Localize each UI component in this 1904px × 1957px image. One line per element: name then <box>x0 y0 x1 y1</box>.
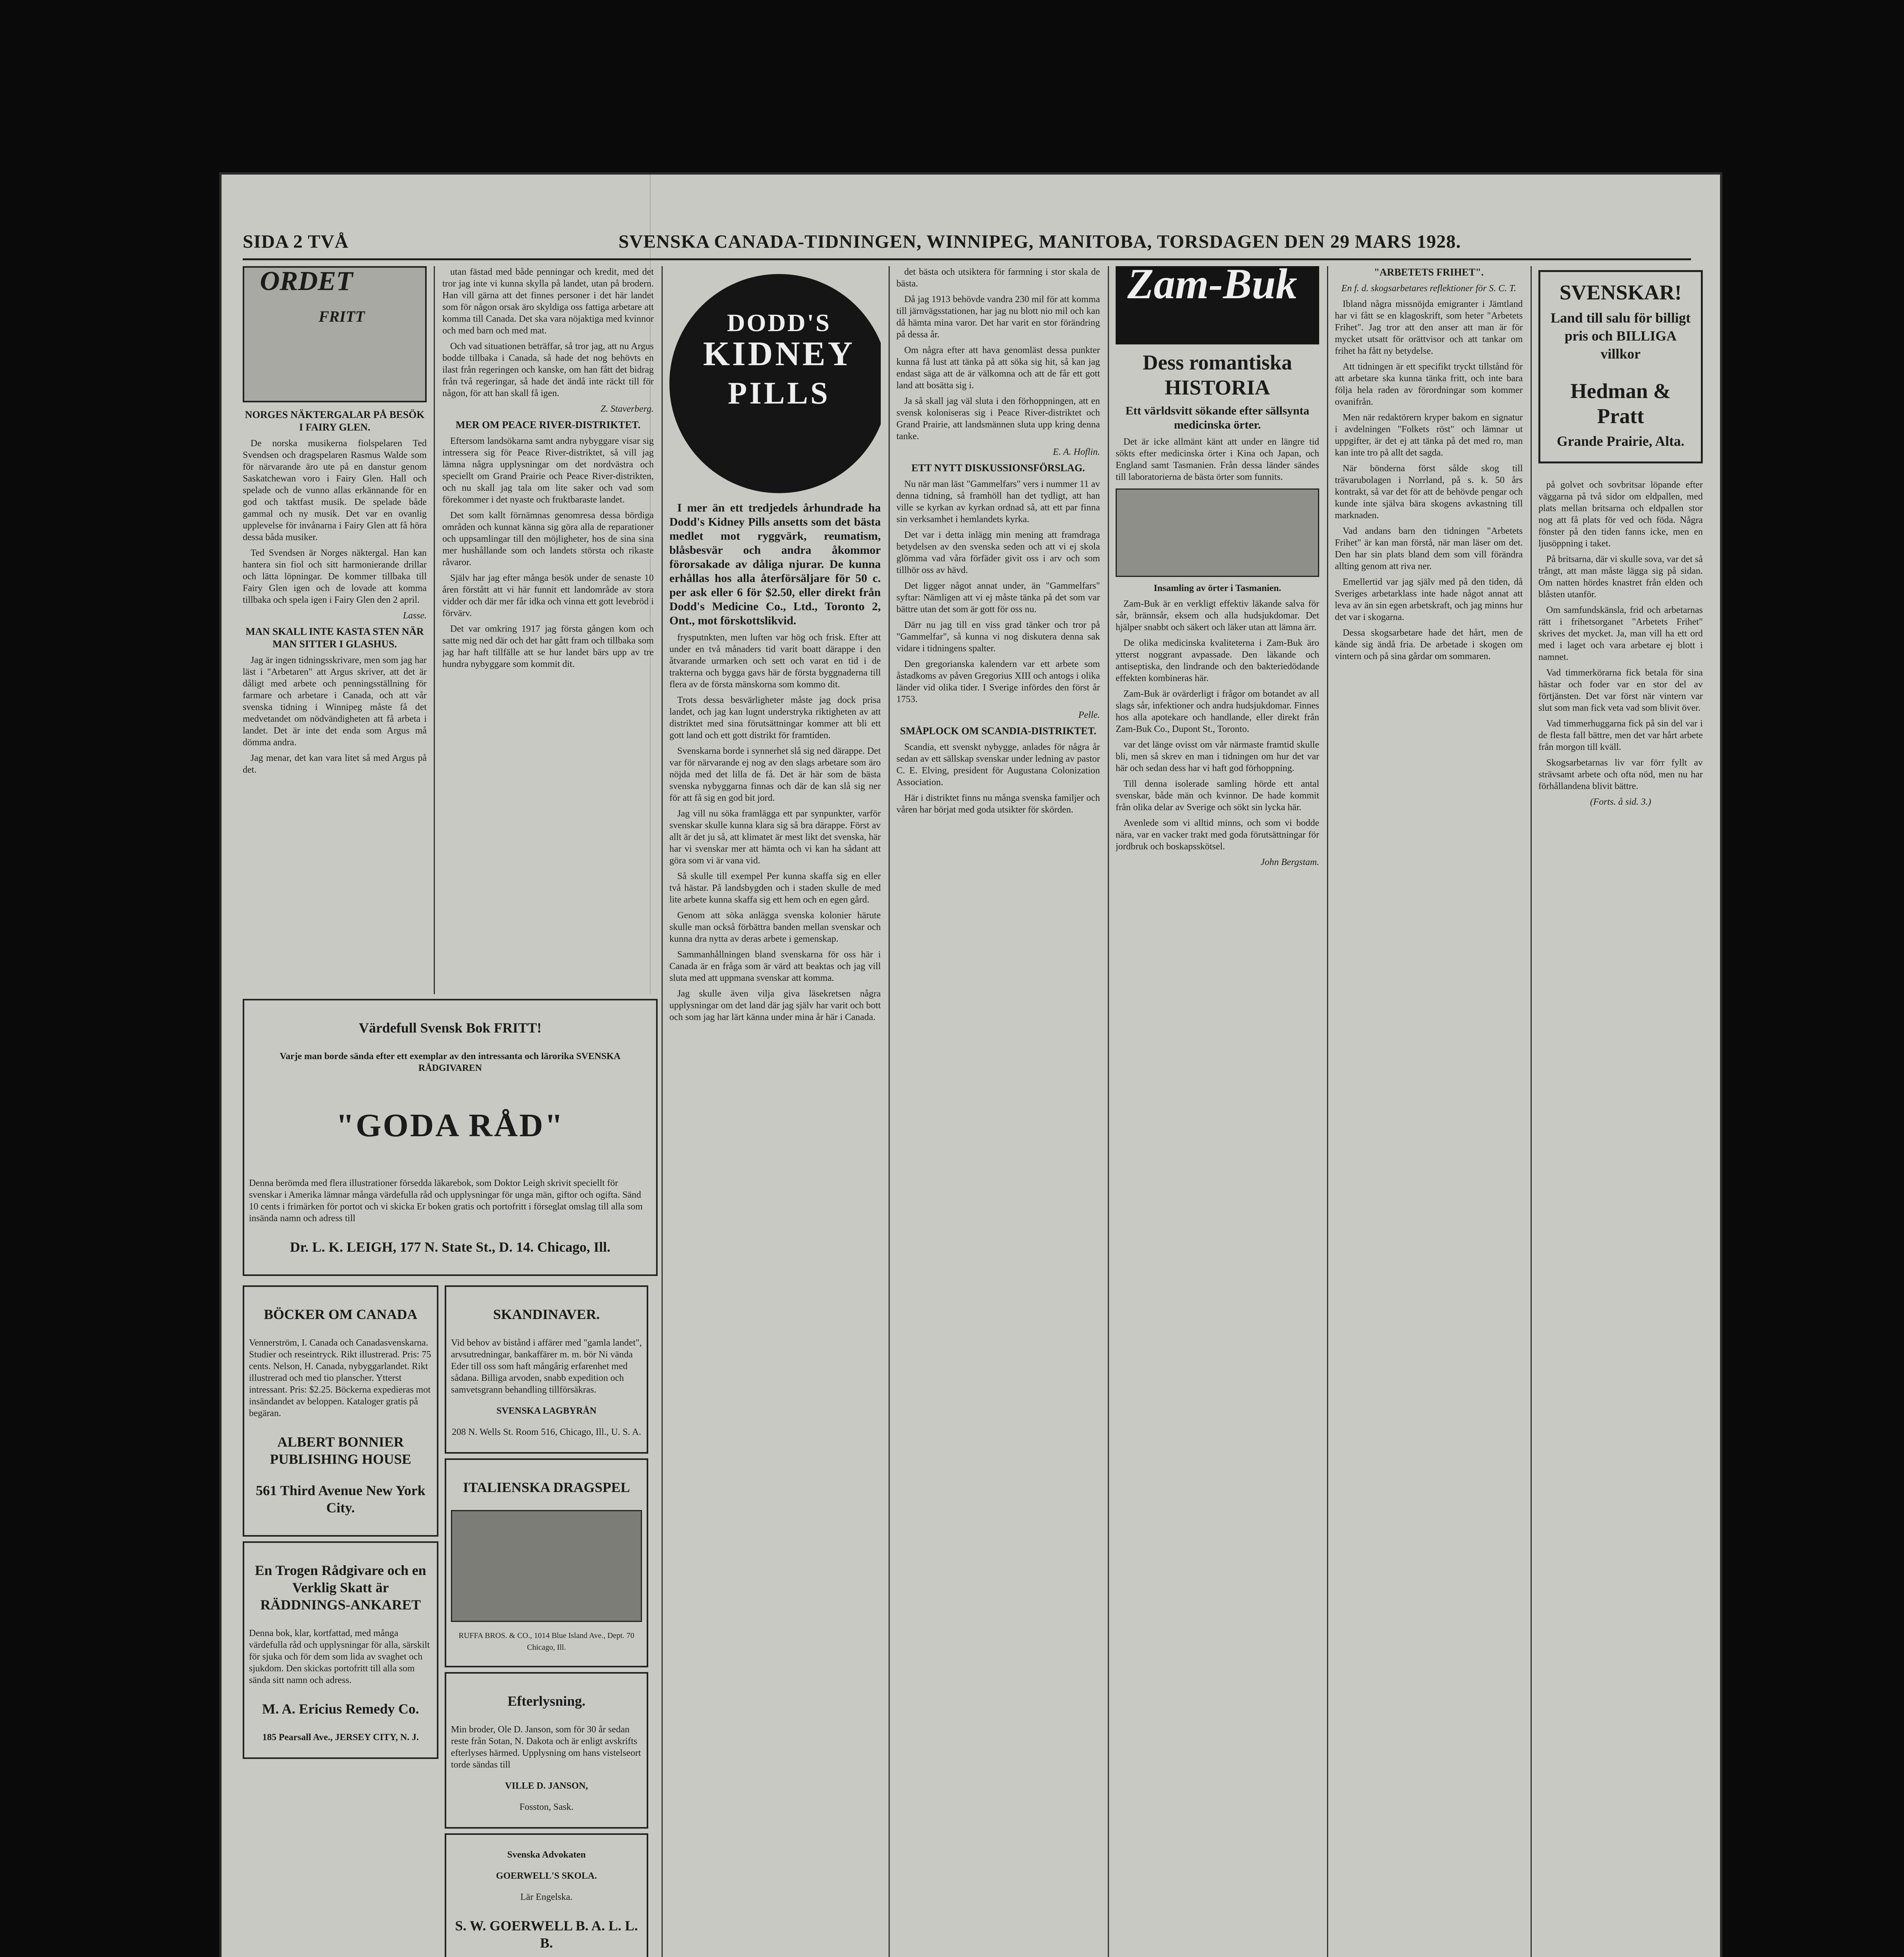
ad-row <box>243 1281 658 1957</box>
article-body: Ted Svendsen är Norges näktergal. Han kan hantera sin fiol och sitt harmonierande drillar och lätta löpningar. De kommer tillbaka till Fairy Glen igen och de lovade att komma tillbaka och spela igen i Fairy Glen den 2 april. <box>243 548 427 605</box>
article-body: Ja så skall jag väl sluta i den förhoppningen, att en svensk koloniseras sig i Peace River-distriktet och Grand Prairie, att landsmännen sluta upp kring denna tanke. <box>896 396 1100 441</box>
article-body: det bästa och utsiktera för farmning i stor skala de bästa. <box>896 267 1100 289</box>
ad-address: 185 Pearsall Ave., JERSEY CITY, N. J. <box>262 1732 419 1743</box>
ad-title: Värdefull Svensk Bok FRITT! <box>359 1020 542 1036</box>
advertisement-block <box>243 994 658 1957</box>
article-body: Om några efter att hava genomläst dessa punkter kunna få lust att tänka på att söka sig hit, så kan jag endast säga att de är välkomna och att de får ett gott land att bosätta sig i. <box>896 345 1100 391</box>
article-body: Det är icke allmänt känt att under en längre tid sökts efter medicinska örter i Kina och Japan, och England samt Tasmanien. Från dessa länder sändes till laboratorierna de bästa örter som funnits. <box>1116 437 1319 482</box>
ad-skandinaver <box>445 1285 648 1454</box>
ad-book-title: "GODA RÅD" <box>336 1107 564 1144</box>
article-heading: SMÅPLOCK OM SCANDIA-DISTRIKTET. <box>900 725 1096 737</box>
article-subheading: Ett världsvitt sökande efter sällsynta medicinska örter. <box>1125 404 1309 431</box>
article-body: Ibland några missnöjda emigranter i Jämtland har vi fått se en klagoskrift, som heter "Arbetets Frihet". Jag tror att den anser att man är för mycket utsatt för orättvisor och att tankar om frihet ha fått ny betydelse. <box>1335 299 1523 356</box>
ad-company: Hedman & Pratt <box>1570 379 1671 428</box>
ad-svenskar-land <box>1538 270 1703 463</box>
article-body: Till denna isolerade samling hörde ett antal svenskar, både män och kvinnor. De hade kommit från olika delar av Sverige och sökt sin lycka här. <box>1116 779 1319 813</box>
column-3 <box>669 266 881 1957</box>
article-body: Svenskarna borde i synnerhet slå sig ned därappe. Det var för närvarande ej nog av den slags arbetare som äro nöjda med det lilla de få. Det är här som de bästa svenska nybyggarna finnas och där de kan slå sig ner för att få sig en god bit jord. <box>669 746 881 803</box>
article-body: Skogsarbetarnas liv var förr fyllt av strävsamt arbete och ofta nöd, men nu har förhållandena blivit bättre. <box>1538 758 1703 791</box>
ad-title: Svenska Advokaten <box>507 1850 586 1860</box>
article-body: Trots dessa besvärligheter måste jag dock prisa landet, och jag kan lugnt understryka riktigheten av att distriktet med sina förutsättningar kommer att bli ett gott land och ett gott distrikt för framtiden. <box>669 695 881 741</box>
article-signature: Lasse. <box>403 611 427 621</box>
article-body: De olika medicinska kvaliteterna i Zam-Buk äro ytterst noggrant avpassade. Den läkande och antiseptiska, den lindrande och den bakteriedödande effekten kombineras här. <box>1116 638 1319 683</box>
ad-dragspel <box>445 1458 648 1667</box>
ad-efterlysning <box>445 1672 648 1829</box>
article-body: När bönderna först sålde skog till trävarubolagen i Norrland, på s. k. 50 års kontrakt, så var det för att de behövde pengar och kunde inte själva bära skogens avkastning till marknaden. <box>1335 463 1523 521</box>
ad-address: RUFFA BROS. & CO., 1014 Blue Island Ave., Dept. 70 Chicago, Ill. <box>458 1631 635 1652</box>
ordet-title: ORDET <box>260 266 353 296</box>
dodds-logo-text: PILLS <box>728 376 830 411</box>
article-body: Och vad situationen beträffar, så tror jag, att nu Argus bodde tillbaka i Canada, så hade det nog behövts en ilast från regeringen och kanske, om han fått det bidrag från två regeringar, så hade det ändå inte räckt till för någon, för att han skall få igen. <box>442 341 654 398</box>
article-body: Själv har jag efter många besök under de senaste 10 åren förstått att vi här funnit ett landområde av stora vidder och där mer får idka och vinna ett gott levebröd i förvärv. <box>442 573 654 618</box>
newspaper-title: SVENSKA CANADA-TIDNINGEN, WINNIPEG, MANITOBA, TORSDAGEN DEN 29 MARS 1928. <box>618 231 1461 252</box>
article-body: var det länge ovisst om vår närmaste framtid skulle bli, men så skrev en man i tidningen om hur det var här och sedan dess har vi haft god förhoppning. <box>1116 740 1319 773</box>
ad-body: Min broder, Ole D. Janson, som för 30 år sedan reste från Sotan, N. Dakota och är enligt avskrifts efterlyses härmed. Upplysning om hans vistelseort torde sändas till <box>451 1725 641 1770</box>
ad-place: Fosston, Sask. <box>519 1802 574 1812</box>
article-body: Scandia, ett svenskt nybygge, anlades för några år sedan av ett sällskap svenskar under ledning av pastor C. E. Elving, president för Augustana Colonization Association. <box>896 742 1100 787</box>
article-body: Det var omkring 1917 jag första gången kom och satte mig ned där och det har gått fram och tillbaka som jag har haft tillfälle att se hur landet bärs upp av tre hundra nybyggare som kommit dit. <box>442 624 654 669</box>
ad-title: SKANDINAVER. <box>493 1306 600 1322</box>
article-signature: E. A. Hoflin. <box>1053 447 1100 457</box>
dodds-ad-text: I mer än ett tredjedels århundrade ha Dodd's Kidney Pills ansetts som det bästa medlet mot ryggvärk, reumatism, blåsbesvär och andra åkommor förorsakade av dåliga njurar. De kunna erhållas hos alla återförsäljare för 50 c. per ask eller 6 för $2.50, eller direkt från Dodd's Medicine Co., Ltd., Toronto 2, Ont., mot förskottslikvid. <box>669 501 881 627</box>
column-rule <box>662 266 663 1957</box>
article-body: utan fästad med både penningar och kredit, med det tror jag inte vi kunna skylla på landet, utan på brodern. Han vill gärna att det finnes personer i det här landet som för någon orsak äro skyldiga oss fattiga arbetare att komma till Canada. Det ska vara nöjaktiga med kvinnor och med barn och med mat. <box>442 267 654 336</box>
newspaper-page <box>219 172 1722 1957</box>
article-signature: Pelle. <box>1078 710 1100 720</box>
ad-goerwell <box>445 1833 648 1957</box>
ad-title: ITALIENSKA DRAGSPEL <box>463 1479 630 1495</box>
article-body: Zam-Buk är ovärderligt i frågor om botandet av all slags sår, infektioner och andra hudsjukdomar. Finnes hos alla apotekare och handlande, eller direkt från Zam-Buk Co., Dupont St., Toronto. <box>1116 689 1319 734</box>
accordion-illustration <box>451 1510 642 1622</box>
article-body: Här i distriktet finns nu många svenska familjer och våren har börjat med goda utsikter för skörden. <box>896 793 1100 815</box>
article-body: Avenlede som vi alltid minns, och som vi bodde nära, var en vacker trakt med goda förutsättningar för jordbruk och boskapsskötsel. <box>1116 818 1319 852</box>
ad-publisher: ALBERT BONNIER PUBLISHING HOUSE <box>270 1434 411 1467</box>
article-body: Vad andans barn den tidningen "Arbetets Frihet" är kan man förstå, när man läser om det. Den har sin plats bland dem som vill förändra allting genom att riva ner. <box>1335 526 1523 571</box>
page-number: SIDA 2 TVÅ <box>243 231 349 252</box>
zam-buk-logo <box>1116 266 1319 344</box>
column-rule <box>889 266 890 1957</box>
article-body: Jag skulle även vilja giva läsekretsen några upplysningar om det land där jag själv har varit och bott och som jag har lärt känna under mina år här i Canada. <box>669 989 881 1022</box>
article-body: Sammanhållningen bland svenskarna för oss här i Canada är en fråga som är värd att beaktas och jag vill sluta med att uppmana svenskar att komma. <box>669 950 881 983</box>
ad-title: SVENSKAR! <box>1559 281 1682 304</box>
zam-buk-logo-text: Zam-Buk <box>1127 266 1297 308</box>
ad-company: M. A. Ericius Remedy Co. <box>262 1701 419 1717</box>
article-body: Det var i detta inlägg min mening att framdraga betydelsen av den svenska seden och att vi ej skola glömma vad våra förfäder givit oss i arv och som tillhör oss av hävd. <box>896 530 1100 575</box>
article-body: Nu när man läst "Gammelfars" vers i nummer 11 av denna tidning, så framhöll han det tydligt, att han ville se kyrkan av kyrkan ordnad så, att ett par finna sin verksamhet i hemlandets kyrka. <box>896 479 1100 524</box>
article-body: På britsarna, där vi skulle sova, var det så trångt, att man måste lägga sig på sidan. Om natten hördes knastret från elden och blåsten utanför. <box>1538 554 1703 600</box>
article-body: Då jag 1913 behövde vandra 230 mil för att komma till järnvägsstationen, har jag nu blott nio mil och kan då hämta mina varor. Det har varit en stor förändring på dessa år. <box>896 294 1100 340</box>
article-body: Därr nu jag till en viss grad tänker och tror på "Gammelfar", så kunna vi nog diskutera denna sak vidare i tidningens spalter. <box>896 620 1100 654</box>
article-body: Vad timmerhuggarna fick på sin del var i de flesta fall bättre, men det var hårt arbete från morgon till kväll. <box>1538 719 1703 752</box>
ad-body: Vid behov av bistånd i affärer med "gamla landet", arvsutredningar, bankaffärer m. m. bör Ni vända Eder till oss som haft mångårig erfarenhet med sådana. Billiga arvoden, snabb expedition och samvetsgrann behandling tillförsäkras. <box>451 1338 642 1395</box>
article-signature: Z. Staverberg. <box>600 404 654 414</box>
article-body: Att tidningen är ett specifikt tryckt tillstånd för att arbetare ska kunna tänka fritt, och inte bara följa hela raden av förordningar som kommer ovanifrån. <box>1335 362 1523 407</box>
ad-person: S. W. GOERWELL B. A. L. L. B. <box>455 1918 638 1951</box>
article-body: Zam-Buk är en verkligt effektiv läkande salva för sår, brännsår, eksem och alla hudsjukdomar. Det hjälper snabbt och säkert och läker utan att lämna ärr. <box>1116 599 1319 633</box>
article-body: Vad timmerkörarna fick betala för sina hästar och foder var en stor del av förtjänsten. Det var först när vintern var slut som man fick veta vad som blivit över. <box>1538 668 1703 713</box>
ad-subtitle: Land till salu för billigt pris och BILLIGA villkor <box>1551 310 1691 362</box>
ad-title: Efterlysning. <box>507 1693 586 1709</box>
article-heading: ETT NYTT DISKUSSIONSFÖRSLAG. <box>911 462 1085 474</box>
article-body: Jag menar, det kan vara litet så med Argus på det. <box>243 753 427 775</box>
ad-column-right <box>445 1281 648 1957</box>
ad-name: GOERWELL'S SKOLA. <box>496 1871 597 1881</box>
article-body: Emellertid var jag själv med på den tiden, då Sveriges arbetarklass inte hade något annat att leva av än sin egen arbetskraft, och jag minns hur det var i skogarna. <box>1335 577 1523 622</box>
ad-address: Dr. L. K. LEIGH, 177 N. State St., D. 14. Chicago, Ill. <box>290 1239 611 1255</box>
herb-gathering-illustration <box>1116 488 1319 577</box>
article-heading: MAN SKALL INTE KASTA STEN NÄR MAN SITTER I GLASHUS. <box>245 626 424 650</box>
article-body: Så skulle till exempel Per kunna skaffa sig en eller två hästar. På landsbygden och i staden skulle de med lite arbete kunna skaffa sig ett hem och en egen gård. <box>669 871 881 905</box>
ordet-subtitle: FRITT <box>319 308 365 325</box>
article-heading: Dess romantiska HISTORIA <box>1143 351 1292 399</box>
article-signature: John Bergstam. <box>1260 857 1319 867</box>
ad-title: BÖCKER OM CANADA <box>264 1306 417 1322</box>
article-body: Den gregorianska kalendern var ett arbete som åstadkoms av påven Gregorius XIII och antogs i olika länder vid olika tider. I Sverige infördes den först år 1753. <box>896 659 1100 705</box>
article-heading: "ARBETETS FRIHET". <box>1374 267 1484 278</box>
ad-subtitle: Varje man borde sända efter ett exemplar av den intressanta och lärorika SVENSKA RÅDGIVAREN <box>279 1051 621 1073</box>
ad-title: En Trogen Rådgivare och en Verklig Skatt är RÄDDNINGS-ANKARET <box>255 1562 426 1613</box>
ad-address: 561 Third Avenue New York City. <box>256 1483 426 1516</box>
column-4 <box>896 266 1100 1957</box>
ad-body: Denna berömda med flera illustrationer försedda läkarebok, som Doktor Leigh skrivit speciellt för svenskar i Amerika lämnar många värdefulla råd och upplysningar för unga män, giftor och ogifta. Sänd 10 cents i frimärken för portot och vi skicka Er boken gratis och portofritt i förseglat omslag till alla som insända namn och adress till <box>249 1178 643 1224</box>
ordet-fritt-banner <box>243 266 427 402</box>
ad-name: SVENSKA LAGBYRÅN <box>496 1406 597 1416</box>
article-body: Det som kallt förnämnas genomresa dessa bördiga områden och kunnat känna sig göra alla de reparationer och uppsamlingar till den möjligheter, hos de sina sina mer hushållande som och landets största och rikaste råvaror. <box>442 510 654 568</box>
column-6 <box>1335 266 1523 1957</box>
ad-bocker-om-canada <box>243 1285 438 1537</box>
dodds-logo-text: KIDNEY <box>703 335 855 373</box>
ad-column-left <box>243 1281 438 1957</box>
masthead <box>243 231 1691 260</box>
ad-godarad <box>243 999 658 1276</box>
article-body: Men när redaktörern kryper bakom en signatur i avdelningen "Folkets röst" och lämnar ut uppgifter, är det ej att tänka på det med ro, man kan inte tro på allt det sagda. <box>1335 413 1523 458</box>
article-body: De norska musikerna fiolspelaren Ted Svendsen och dragspelaren Rasmus Walde som för närvarande äro ute på en danstur genom Saskatchewan voro i Fairy Glen. Hall och spelade och de vunno allas erkännande för en god och taktfast musik. De spelade både gammal och ny musik. Det var en ovanlig upplevelse för invånarna i Fairy Glen att få höra dessa båda musiker. <box>243 438 427 542</box>
article-heading: MER OM PEACE RIVER-DISTRIKTET. <box>456 419 640 431</box>
column-5 <box>1116 266 1319 1957</box>
article-body: frysputnkten, men luften var hög och frisk. Efter att under en två månaders tid varit boatt därappe i den åtvarande urmarken och sett och varat en tid i de trakterna och bygga gavs här de första byggnaderna till flera av de första mänskorna som kommo dit. <box>669 633 881 690</box>
ad-body: Denna bok, klar, kortfattad, med många värdefulla råd och upplysningar för alla, särskilt för sjuka och för dem som lida av svaghet och sjukdom. Den skickas portofritt till alla som sända sitt namn och adress. <box>249 1628 430 1685</box>
article-body: Jag vill nu söka framlägga ett par synpunkter, varför svenskar skulle kunna klara sig så bra därappe. Först av allt är det ju så, att klimatet är mest likt det svenska, här har vi svenskar mer att hämta och vi kan ha sådant att göra som vi är vana vid. <box>669 809 881 866</box>
ad-place: Grande Prairie, Alta. <box>1557 433 1684 449</box>
article-body: Genom att söka anlägga svenska kolonier härute skulle man också förbättra banden mellan svenskar och kunna dra nytta av deras arbete i gemenskap. <box>669 910 881 944</box>
article-heading: NORGES NÄKTERGALAR PÅ BESÖK I FAIRY GLEN. <box>245 409 425 433</box>
article-body: Jag är ingen tidningsskrivare, men som jag har läst i "Arbetaren" att Argus skriver, att det är dåligt med arbete och penningsställning för farmare och arbetare i Canada, och att vår svenska tidning i Winnipeg måste få det medvetandet om nödvändigheten att få arbeta i landet. Det är inte det enda som Argus må dömma andra. <box>243 655 427 748</box>
ad-subtitle: Lär Engelska. <box>520 1892 573 1902</box>
ad-body: Vennerström, I. Canada och Canadasvenskarna. Studier och reseintryck. Rikt illustrerad. Pris: 75 cents. Nelson, H. Canada, nybyggarlandet. Rikt illustrerad och med tio planscher. Ytterst intressant. Pris: $2.25. Böckerna expedieras mot insändandet av beloppen. Kataloger gratis på begäran. <box>249 1338 431 1418</box>
article-body: Eftersom landsökarna samt andra nybyggare visar sig intressera sig för Peace River-distriktet, så vill jag lämna några upplysningar om det nordvästra och speciellt om Grand Prairie och Peace River-distrikten, och nu skall jag tala om lite saker och vad som förekommer i det nyaste och fruktbaraste landet. <box>442 436 654 505</box>
article-body: på golvet och sovbritsar löpande efter väggarna på två sidor om eldpallen, med plats mellan britsarna och eldpallen stor nog att få plats för ved och föda. Några fönster på den tiden fanns icke, men en ljusöppning i taket. <box>1538 480 1703 549</box>
dodds-logo-text: DODD'S <box>727 309 831 337</box>
column-rule <box>1327 266 1328 1957</box>
ad-name: VILLE D. JANSON, <box>505 1781 588 1791</box>
column-7 <box>1538 266 1703 1957</box>
dodds-kidney-pills-logo <box>669 274 881 493</box>
column-rule <box>1108 266 1109 1957</box>
article-body: Det ligger något annat under, än "Gammelfars" syftar: Nämligen att vi ej måste tänka på det som var bättre utan det som är gott för oss nu. <box>896 581 1100 614</box>
article-subheading: En f. d. skogsarbetares reflektioner för S. C. T. <box>1341 283 1516 294</box>
column-rule <box>1531 266 1532 1957</box>
illustration-caption: Insamling av örter i Tasmanien. <box>1154 583 1281 593</box>
ad-raddningsankaret <box>243 1541 438 1759</box>
ad-address: 208 N. Wells St. Room 516, Chicago, Ill., U. S. A. <box>452 1427 641 1437</box>
continued-note: (Forts. å sid. 3.) <box>1590 797 1651 807</box>
article-body: Dessa skogsarbetare hade det hårt, men de kände sig ändå fria. De arbetade i skogen om vintern och på sina gårdar om sommaren. <box>1335 628 1523 661</box>
article-body: Om samfundskänsla, frid och arbetarnas rätt i frihetsorganet "Arbetets Frihet" skrives det mycket. Ja, man vill ha ett ord med i laget och vara arbetare ej blott i namnet. <box>1538 605 1703 662</box>
